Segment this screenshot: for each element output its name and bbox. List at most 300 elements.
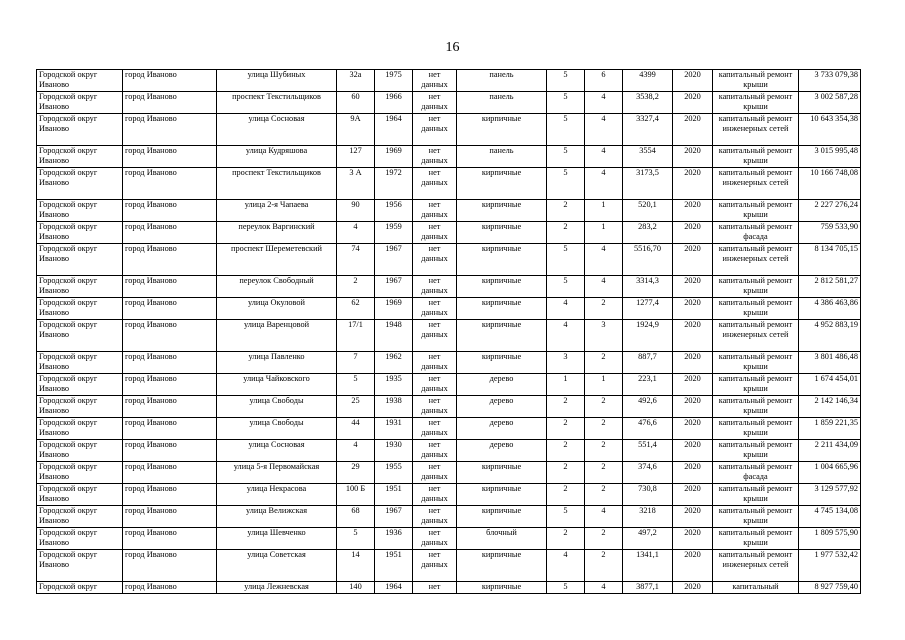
work-type-cell: капитальный ремонт крыши <box>713 352 799 374</box>
entrances-cell: 1 <box>585 222 623 244</box>
wall-material-cell: кирпичные <box>457 506 547 528</box>
cost-cell: 3 801 486,48 <box>799 352 861 374</box>
entrances-cell: 1 <box>585 374 623 396</box>
table-row <box>37 70 861 92</box>
cost-cell: 1 809 575,90 <box>799 528 861 550</box>
street-cell: улица 2-я Чапаева <box>217 200 337 222</box>
work-type-cell: капитальный ремонт крыши <box>713 396 799 418</box>
info-cell: нет данных <box>413 244 457 276</box>
info-cell: нет данных <box>413 374 457 396</box>
wall-material-cell: кирпичные <box>457 200 547 222</box>
district-cell: Городской округ Иваново <box>37 418 123 440</box>
street-cell: улица Сосновая <box>217 114 337 146</box>
wall-material-cell: кирпичные <box>457 168 547 200</box>
wall-material-cell: панель <box>457 146 547 168</box>
house-number-cell: 90 <box>337 200 375 222</box>
wall-material-cell: дерево <box>457 440 547 462</box>
build-year-cell: 1936 <box>375 528 413 550</box>
house-number-cell: 2 <box>337 276 375 298</box>
house-number-cell: 5 <box>337 374 375 396</box>
floors-cell: 5 <box>547 70 585 92</box>
info-cell: нет данных <box>413 92 457 114</box>
build-year-cell: 1975 <box>375 70 413 92</box>
wall-material-cell: дерево <box>457 396 547 418</box>
cost-cell: 3 002 587,28 <box>799 92 861 114</box>
plan-year-cell: 2020 <box>673 484 713 506</box>
floors-cell: 5 <box>547 506 585 528</box>
plan-year-cell: 2020 <box>673 506 713 528</box>
capital-repair-table <box>36 69 861 594</box>
info-cell: нет данных <box>413 440 457 462</box>
street-cell: улица Лежневская <box>217 582 337 594</box>
cost-cell: 2 812 581,27 <box>799 276 861 298</box>
city-cell: город Иваново <box>123 114 217 146</box>
house-number-cell: 17/1 <box>337 320 375 352</box>
cost-cell: 10 166 748,08 <box>799 168 861 200</box>
city-cell: город Иваново <box>123 418 217 440</box>
info-cell: нет данных <box>413 462 457 484</box>
area-cell: 3327,4 <box>623 114 673 146</box>
house-number-cell: 44 <box>337 418 375 440</box>
info-cell: нет данных <box>413 484 457 506</box>
street-cell: улица Окуловой <box>217 298 337 320</box>
table-row <box>37 484 861 506</box>
plan-year-cell: 2020 <box>673 114 713 146</box>
cost-cell: 2 211 434,09 <box>799 440 861 462</box>
floors-cell: 5 <box>547 146 585 168</box>
city-cell: город Иваново <box>123 146 217 168</box>
floors-cell: 2 <box>547 200 585 222</box>
district-cell: Городской округ Иваново <box>37 528 123 550</box>
district-cell: Городской округ Иваново <box>37 396 123 418</box>
area-cell: 3554 <box>623 146 673 168</box>
table-row <box>37 146 861 168</box>
table-row <box>37 528 861 550</box>
build-year-cell: 1969 <box>375 146 413 168</box>
info-cell: нет данных <box>413 114 457 146</box>
plan-year-cell: 2020 <box>673 418 713 440</box>
street-cell: улица Свободы <box>217 418 337 440</box>
table-row <box>37 200 861 222</box>
house-number-cell: 68 <box>337 506 375 528</box>
district-cell: Городской округ Иваново <box>37 352 123 374</box>
street-cell: улица Свободы <box>217 396 337 418</box>
wall-material-cell: кирпичные <box>457 484 547 506</box>
build-year-cell: 1962 <box>375 352 413 374</box>
area-cell: 283,2 <box>623 222 673 244</box>
work-type-cell: капитальный ремонт крыши <box>713 298 799 320</box>
cost-cell: 2 227 276,24 <box>799 200 861 222</box>
entrances-cell: 2 <box>585 418 623 440</box>
city-cell: город Иваново <box>123 70 217 92</box>
build-year-cell: 1955 <box>375 462 413 484</box>
area-cell: 3218 <box>623 506 673 528</box>
plan-year-cell: 2020 <box>673 550 713 582</box>
city-cell: город Иваново <box>123 168 217 200</box>
street-cell: улица Чайковского <box>217 374 337 396</box>
wall-material-cell: кирпичные <box>457 352 547 374</box>
district-cell: Городской округ Иваново <box>37 222 123 244</box>
street-cell: улица Варенцовой <box>217 320 337 352</box>
build-year-cell: 1951 <box>375 484 413 506</box>
table-body <box>37 70 861 594</box>
table-row <box>37 418 861 440</box>
entrances-cell: 2 <box>585 484 623 506</box>
plan-year-cell: 2020 <box>673 276 713 298</box>
street-cell: улица Павленко <box>217 352 337 374</box>
city-cell: город Иваново <box>123 440 217 462</box>
district-cell: Городской округ Иваново <box>37 440 123 462</box>
area-cell: 730,8 <box>623 484 673 506</box>
table-row <box>37 168 861 200</box>
cost-cell: 3 015 995,48 <box>799 146 861 168</box>
district-cell: Городской округ Иваново <box>37 276 123 298</box>
work-type-cell: капитальный ремонт крыши <box>713 374 799 396</box>
wall-material-cell: панель <box>457 70 547 92</box>
city-cell: город Иваново <box>123 244 217 276</box>
district-cell: Городской округ Иваново <box>37 146 123 168</box>
build-year-cell: 1951 <box>375 550 413 582</box>
info-cell: нет данных <box>413 168 457 200</box>
entrances-cell: 2 <box>585 396 623 418</box>
info-cell: нет данных <box>413 320 457 352</box>
house-number-cell: 9А <box>337 114 375 146</box>
cost-cell: 4 386 463,86 <box>799 298 861 320</box>
info-cell: нет данных <box>413 396 457 418</box>
floors-cell: 2 <box>547 222 585 244</box>
house-number-cell: 5 <box>337 528 375 550</box>
area-cell: 223,1 <box>623 374 673 396</box>
work-type-cell: капитальный ремонт фасада <box>713 462 799 484</box>
floors-cell: 5 <box>547 92 585 114</box>
area-cell: 3314,3 <box>623 276 673 298</box>
work-type-cell: капитальный ремонт инженерных сетей <box>713 320 799 352</box>
table-row <box>37 352 861 374</box>
plan-year-cell: 2020 <box>673 396 713 418</box>
work-type-cell: капитальный ремонт крыши <box>713 276 799 298</box>
house-number-cell: 100 Б <box>337 484 375 506</box>
info-cell: нет данных <box>413 222 457 244</box>
entrances-cell: 4 <box>585 114 623 146</box>
district-cell: Городской округ Иваново <box>37 92 123 114</box>
plan-year-cell: 2020 <box>673 462 713 484</box>
build-year-cell: 1967 <box>375 506 413 528</box>
city-cell: город Иваново <box>123 462 217 484</box>
cost-cell: 8 134 705,15 <box>799 244 861 276</box>
city-cell: город Иваново <box>123 484 217 506</box>
wall-material-cell: кирпичные <box>457 550 547 582</box>
area-cell: 492,6 <box>623 396 673 418</box>
area-cell: 3538,2 <box>623 92 673 114</box>
street-cell: проспект Текстильщиков <box>217 168 337 200</box>
plan-year-cell: 2020 <box>673 374 713 396</box>
city-cell: город Иваново <box>123 92 217 114</box>
info-cell: нет данных <box>413 200 457 222</box>
entrances-cell: 1 <box>585 200 623 222</box>
street-cell: проспект Текстильщиков <box>217 92 337 114</box>
build-year-cell: 1966 <box>375 92 413 114</box>
house-number-cell: 7 <box>337 352 375 374</box>
entrances-cell: 4 <box>585 168 623 200</box>
area-cell: 3173,5 <box>623 168 673 200</box>
table-row <box>37 320 861 352</box>
info-cell: нет данных <box>413 276 457 298</box>
build-year-cell: 1967 <box>375 244 413 276</box>
house-number-cell: 32а <box>337 70 375 92</box>
build-year-cell: 1938 <box>375 396 413 418</box>
city-cell: город Иваново <box>123 582 217 594</box>
work-type-cell: капитальный ремонт инженерных сетей <box>713 168 799 200</box>
entrances-cell: 3 <box>585 320 623 352</box>
district-cell: Городской округ Иваново <box>37 374 123 396</box>
area-cell: 5516,70 <box>623 244 673 276</box>
city-cell: город Иваново <box>123 506 217 528</box>
floors-cell: 3 <box>547 352 585 374</box>
street-cell: переулок Свободный <box>217 276 337 298</box>
street-cell: улица 5-я Первомайская <box>217 462 337 484</box>
floors-cell: 2 <box>547 396 585 418</box>
build-year-cell: 1956 <box>375 200 413 222</box>
house-number-cell: 4 <box>337 222 375 244</box>
wall-material-cell: кирпичные <box>457 298 547 320</box>
street-cell: проспект Шереметевский <box>217 244 337 276</box>
table-row <box>37 462 861 484</box>
work-type-cell: капитальный ремонт крыши <box>713 506 799 528</box>
area-cell: 4399 <box>623 70 673 92</box>
table-row <box>37 506 861 528</box>
info-cell: нет данных <box>413 528 457 550</box>
street-cell: улица Сосновая <box>217 440 337 462</box>
city-cell: город Иваново <box>123 550 217 582</box>
district-cell: Городской округ Иваново <box>37 200 123 222</box>
info-cell: нет данных <box>413 550 457 582</box>
floors-cell: 2 <box>547 528 585 550</box>
work-type-cell: капитальный ремонт крыши <box>713 528 799 550</box>
work-type-cell: капитальный ремонт инженерных сетей <box>713 550 799 582</box>
table-row <box>37 550 861 582</box>
table-row <box>37 582 861 594</box>
entrances-cell: 4 <box>585 146 623 168</box>
wall-material-cell: блочный <box>457 528 547 550</box>
work-type-cell: капитальный ремонт крыши <box>713 484 799 506</box>
plan-year-cell: 2020 <box>673 70 713 92</box>
plan-year-cell: 2020 <box>673 528 713 550</box>
plan-year-cell: 2020 <box>673 320 713 352</box>
area-cell: 374,6 <box>623 462 673 484</box>
wall-material-cell: кирпичные <box>457 114 547 146</box>
floors-cell: 4 <box>547 298 585 320</box>
wall-material-cell: кирпичные <box>457 222 547 244</box>
floors-cell: 1 <box>547 374 585 396</box>
entrances-cell: 4 <box>585 244 623 276</box>
page-number: 16 <box>445 40 460 55</box>
plan-year-cell: 2020 <box>673 222 713 244</box>
area-cell: 1924,9 <box>623 320 673 352</box>
cost-cell: 2 142 146,34 <box>799 396 861 418</box>
cost-cell: 1 004 665,96 <box>799 462 861 484</box>
street-cell: улица Кудряшова <box>217 146 337 168</box>
build-year-cell: 1964 <box>375 582 413 594</box>
table-row <box>37 396 861 418</box>
cost-cell: 1 674 454,01 <box>799 374 861 396</box>
table-row <box>37 440 861 462</box>
work-type-cell: капитальный ремонт инженерных сетей <box>713 114 799 146</box>
build-year-cell: 1972 <box>375 168 413 200</box>
build-year-cell: 1969 <box>375 298 413 320</box>
plan-year-cell: 2020 <box>673 200 713 222</box>
district-cell: Городской округ <box>37 582 123 594</box>
build-year-cell: 1959 <box>375 222 413 244</box>
entrances-cell: 4 <box>585 92 623 114</box>
floors-cell: 5 <box>547 244 585 276</box>
table-row <box>37 92 861 114</box>
cost-cell: 3 733 079,38 <box>799 70 861 92</box>
area-cell: 1277,4 <box>623 298 673 320</box>
plan-year-cell: 2020 <box>673 440 713 462</box>
district-cell: Городской округ Иваново <box>37 506 123 528</box>
floors-cell: 2 <box>547 440 585 462</box>
wall-material-cell: кирпичные <box>457 276 547 298</box>
city-cell: город Иваново <box>123 528 217 550</box>
floors-cell: 5 <box>547 276 585 298</box>
city-cell: город Иваново <box>123 222 217 244</box>
floors-cell: 2 <box>547 484 585 506</box>
table-row <box>37 374 861 396</box>
cost-cell: 4 745 134,08 <box>799 506 861 528</box>
entrances-cell: 2 <box>585 298 623 320</box>
wall-material-cell: дерево <box>457 374 547 396</box>
plan-year-cell: 2020 <box>673 352 713 374</box>
district-cell: Городской округ Иваново <box>37 320 123 352</box>
table-row <box>37 114 861 146</box>
work-type-cell: капитальный ремонт крыши <box>713 146 799 168</box>
house-number-cell: 140 <box>337 582 375 594</box>
area-cell: 520,1 <box>623 200 673 222</box>
cost-cell: 1 977 532,42 <box>799 550 861 582</box>
house-number-cell: 4 <box>337 440 375 462</box>
area-cell: 3877,1 <box>623 582 673 594</box>
work-type-cell: капитальный <box>713 582 799 594</box>
entrances-cell: 4 <box>585 582 623 594</box>
street-cell: улица Шубиных <box>217 70 337 92</box>
floors-cell: 5 <box>547 168 585 200</box>
info-cell: нет данных <box>413 298 457 320</box>
info-cell: нет <box>413 582 457 594</box>
entrances-cell: 2 <box>585 550 623 582</box>
cost-cell: 759 533,90 <box>799 222 861 244</box>
build-year-cell: 1935 <box>375 374 413 396</box>
city-cell: город Иваново <box>123 396 217 418</box>
street-cell: переулок Варгинский <box>217 222 337 244</box>
floors-cell: 2 <box>547 462 585 484</box>
district-cell: Городской округ Иваново <box>37 70 123 92</box>
house-number-cell: 60 <box>337 92 375 114</box>
plan-year-cell: 2020 <box>673 146 713 168</box>
house-number-cell: 62 <box>337 298 375 320</box>
district-cell: Городской округ Иваново <box>37 168 123 200</box>
plan-year-cell: 2020 <box>673 244 713 276</box>
house-number-cell: 14 <box>337 550 375 582</box>
area-cell: 1341,1 <box>623 550 673 582</box>
house-number-cell: 25 <box>337 396 375 418</box>
area-cell: 476,6 <box>623 418 673 440</box>
cost-cell: 10 643 354,38 <box>799 114 861 146</box>
work-type-cell: капитальный ремонт инженерных сетей <box>713 244 799 276</box>
build-year-cell: 1931 <box>375 418 413 440</box>
district-cell: Городской округ Иваново <box>37 462 123 484</box>
info-cell: нет данных <box>413 146 457 168</box>
city-cell: город Иваново <box>123 374 217 396</box>
table-row <box>37 298 861 320</box>
cost-cell: 3 129 577,92 <box>799 484 861 506</box>
city-cell: город Иваново <box>123 298 217 320</box>
cost-cell: 8 927 759,40 <box>799 582 861 594</box>
district-cell: Городской округ Иваново <box>37 484 123 506</box>
work-type-cell: капитальный ремонт фасада <box>713 222 799 244</box>
district-cell: Городской округ Иваново <box>37 298 123 320</box>
work-type-cell: капитальный ремонт крыши <box>713 92 799 114</box>
entrances-cell: 6 <box>585 70 623 92</box>
plan-year-cell: 2020 <box>673 92 713 114</box>
work-type-cell: капитальный ремонт крыши <box>713 200 799 222</box>
build-year-cell: 1948 <box>375 320 413 352</box>
city-cell: город Иваново <box>123 200 217 222</box>
house-number-cell: 3 А <box>337 168 375 200</box>
city-cell: город Иваново <box>123 320 217 352</box>
plan-year-cell: 2020 <box>673 582 713 594</box>
build-year-cell: 1930 <box>375 440 413 462</box>
wall-material-cell: кирпичные <box>457 244 547 276</box>
street-cell: улица Советская <box>217 550 337 582</box>
build-year-cell: 1964 <box>375 114 413 146</box>
entrances-cell: 2 <box>585 528 623 550</box>
district-cell: Городской округ Иваново <box>37 244 123 276</box>
city-cell: город Иваново <box>123 352 217 374</box>
entrances-cell: 2 <box>585 462 623 484</box>
cost-cell: 4 952 883,19 <box>799 320 861 352</box>
district-cell: Городской округ Иваново <box>37 550 123 582</box>
city-cell: город Иваново <box>123 276 217 298</box>
entrances-cell: 2 <box>585 440 623 462</box>
work-type-cell: капитальный ремонт крыши <box>713 70 799 92</box>
wall-material-cell: кирпичные <box>457 320 547 352</box>
house-number-cell: 127 <box>337 146 375 168</box>
wall-material-cell: дерево <box>457 418 547 440</box>
plan-year-cell: 2020 <box>673 298 713 320</box>
street-cell: улица Некрасова <box>217 484 337 506</box>
floors-cell: 5 <box>547 582 585 594</box>
build-year-cell: 1967 <box>375 276 413 298</box>
info-cell: нет данных <box>413 352 457 374</box>
floors-cell: 4 <box>547 320 585 352</box>
wall-material-cell: панель <box>457 92 547 114</box>
work-type-cell: капитальный ремонт крыши <box>713 440 799 462</box>
house-number-cell: 29 <box>337 462 375 484</box>
work-type-cell: капитальный ремонт крыши <box>713 418 799 440</box>
floors-cell: 5 <box>547 114 585 146</box>
table-row <box>37 222 861 244</box>
area-cell: 551,4 <box>623 440 673 462</box>
floors-cell: 2 <box>547 418 585 440</box>
floors-cell: 4 <box>547 550 585 582</box>
info-cell: нет данных <box>413 418 457 440</box>
area-cell: 887,7 <box>623 352 673 374</box>
entrances-cell: 2 <box>585 352 623 374</box>
info-cell: нет данных <box>413 506 457 528</box>
info-cell: нет данных <box>413 70 457 92</box>
wall-material-cell: кирпичные <box>457 462 547 484</box>
table-row <box>37 244 861 276</box>
